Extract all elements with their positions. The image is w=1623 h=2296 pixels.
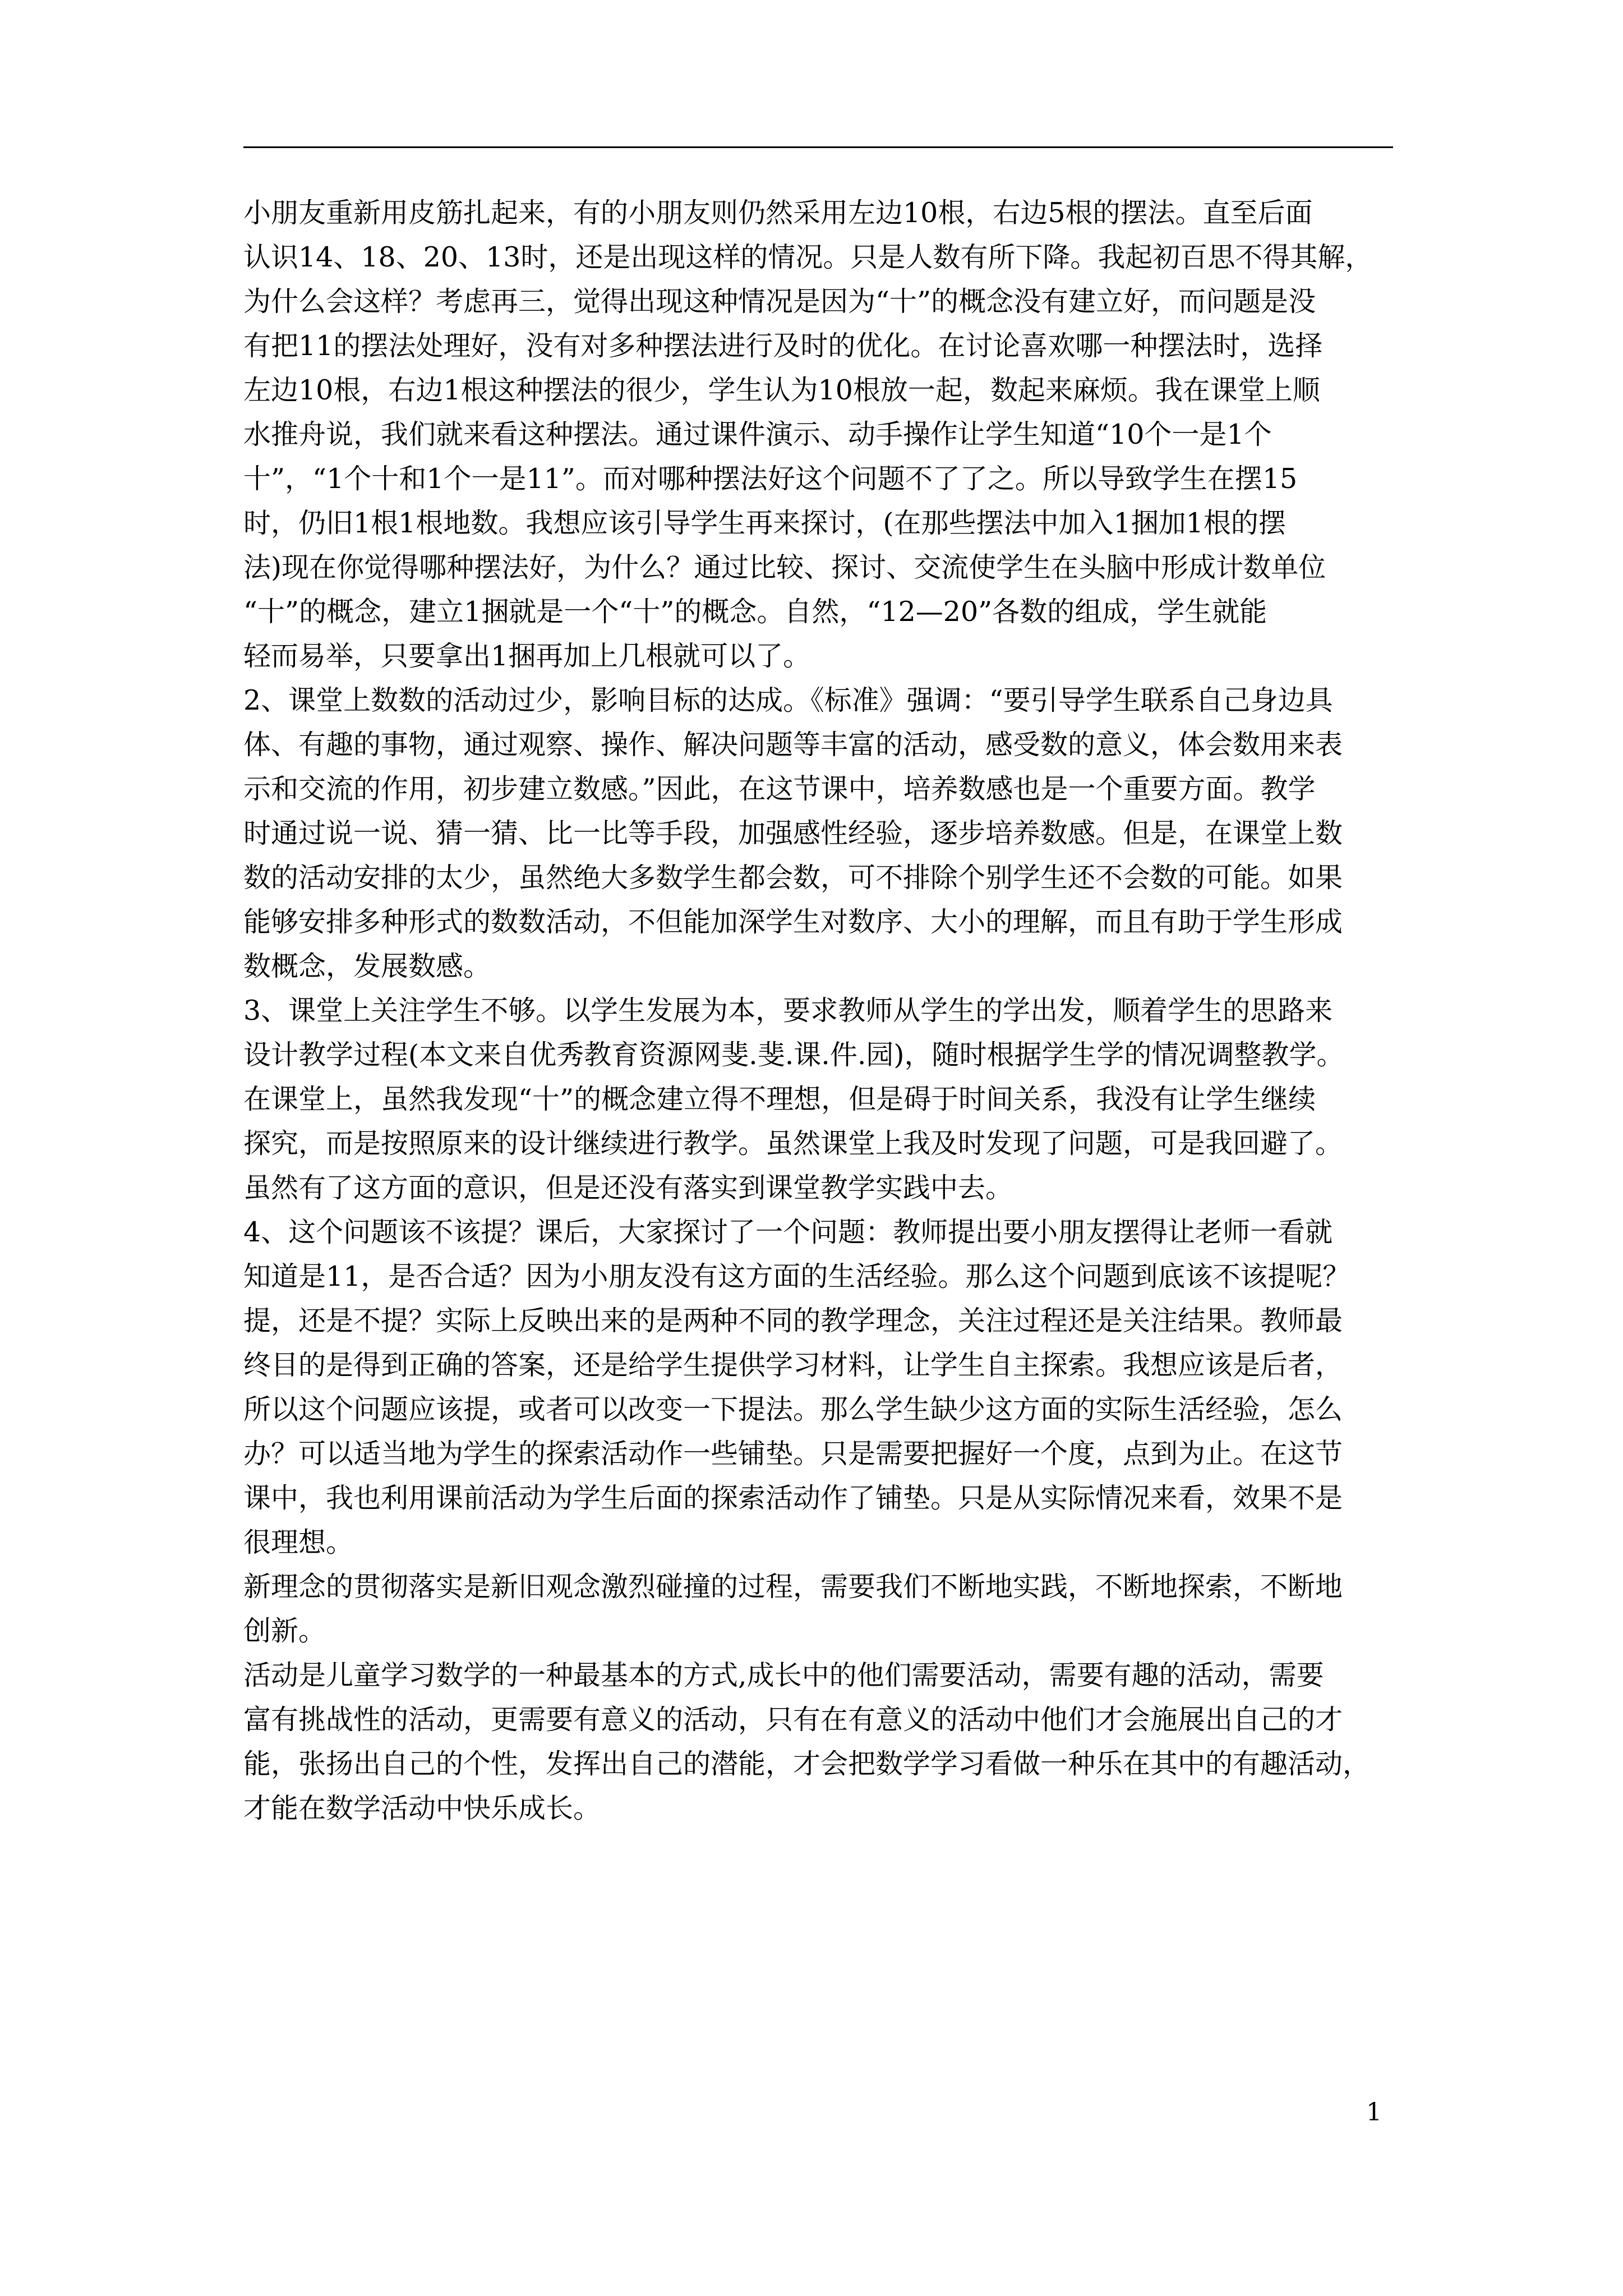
text-line: 认识14、18、20、13时，还是出现这样的情况。只是人数有所下降。我起初百思不得其解， <box>243 241 1373 273</box>
paragraph <box>243 988 1415 1210</box>
text-line: 小朋友重新用皮筋扎起来，有的小朋友则仍然采用左边10根，右边5根的摆法。直至后面 <box>243 197 1313 229</box>
text-line: 为什么会这样？考虑再三，觉得出现这种情况是因为“十”的概念没有建立好，而问题是没 <box>243 286 1316 318</box>
text-line: 体、有趣的事物，通过观察、操作、解决问题等丰富的活动，感受数的意义，体会数用来表 <box>243 729 1343 761</box>
text-line: 课中，我也利用课前活动为学生后面的探索活动作了铺垫。只是从实际情况来看，效果不是 <box>243 1482 1343 1514</box>
text-line: 活动是儿童学习数学的一种最基本的方式,成长中的他们需要活动，需要有趣的活动，需要 <box>243 1659 1324 1691</box>
paragraph <box>243 191 1415 678</box>
paragraph <box>243 678 1415 988</box>
paragraph <box>243 1653 1415 1830</box>
text-line: 4、这个问题该不该提？课后，大家探讨了一个问题：教师提出要小朋友摆得让老师一看就 <box>243 1216 1333 1248</box>
text-line: 轻而易举，只要拿出1捆再加上几根就可以了。 <box>243 640 811 672</box>
text-line: 法)现在你觉得哪种摆法好，为什么？通过比较、探讨、交流使学生在头脑中形成计数单位 <box>243 551 1326 583</box>
text-line: 富有挑战性的活动，更需要有意义的活动，只有在有意义的活动中他们才会施展出自己的才 <box>243 1704 1343 1736</box>
text-line: 时通过说一说、猜一猜、比一比等手段，加强感性经验，逐步培养数感。但是，在课堂上数 <box>243 817 1343 849</box>
text-line: 在课堂上，虽然我发现“十”的概念建立得不理想，但是碍于时间关系，我没有让学生继续 <box>243 1083 1316 1115</box>
text-line: 3、课堂上关注学生不够。以学生发展为本，要求教师从学生的学出发，顺着学生的思路来 <box>243 995 1333 1027</box>
text-line: 示和交流的作用，初步建立数感。”因此，在这节课中，培养数感也是一个重要方面。教学 <box>243 773 1316 805</box>
body-text <box>243 191 1415 1830</box>
text-line: 很理想。 <box>243 1526 354 1558</box>
text-line: 办？可以适当地为学生的探索活动作一些铺垫。只是需要把握好一个度，点到为止。在这节 <box>243 1438 1343 1470</box>
text-line: 数的活动安排的太少，虽然绝大多数学生都会数，可不排除个别学生还不会数的可能。如果 <box>243 862 1343 894</box>
text-line: 设计教学过程(本文来自优秀教育资源网斐.斐.课.件.园)，随时根据学生学的情况调整教学。 <box>243 1039 1344 1071</box>
text-line: 十”，“1个十和1个一是11”。而对哪种摆法好这个问题不了了之。所以导致学生在摆15 <box>243 463 1298 495</box>
text-line: 数概念，发展数感。 <box>243 950 491 982</box>
header-rule <box>243 146 1393 148</box>
text-line: 探究，而是按照原来的设计继续进行教学。虽然课堂上我及时发现了问题，可是我回避了。 <box>243 1128 1343 1159</box>
text-line: “十”的概念，建立1捆就是一个“十”的概念。自然，“12—20”各数的组成，学生就能 <box>243 596 1267 628</box>
paragraph <box>243 1210 1415 1565</box>
text-line: 新理念的贯彻落实是新旧观念激烈碰撞的过程，需要我们不断地实践，不断地探索，不断地 <box>243 1571 1343 1603</box>
text-line: 提，还是不提？实际上反映出来的是两种不同的教学理念，关注过程还是关注结果。教师最 <box>243 1305 1343 1337</box>
text-line: 才能在数学活动中快乐成长。 <box>243 1792 601 1824</box>
text-line: 虽然有了这方面的意识，但是还没有落实到课堂教学实践中去。 <box>243 1172 1013 1204</box>
text-line: 终目的是得到正确的答案，还是给学生提供学习材料，让学生自主探索。我想应该是后者， <box>243 1349 1343 1381</box>
text-line: 有把11的摆法处理好，没有对多种摆法进行及时的优化。在讨论喜欢哪一种摆法时，选择 <box>243 330 1323 362</box>
page-number: 1 <box>1366 2098 1382 2127</box>
text-line: 能够安排多种形式的数数活动，不但能加深学生对数序、大小的理解，而且有助于学生形成 <box>243 906 1343 938</box>
text-line: 时，仍旧1根1根地数。我想应该引导学生再来探讨，(在那些摆法中加入1捆加1根的摆 <box>243 507 1286 539</box>
text-line: 2、课堂上数数的活动过少，影响目标的达成。《标准》强调：“要引导学生联系自己身边具 <box>243 684 1333 716</box>
text-line: 左边10根，右边1根这种摆法的很少，学生认为10根放一起，数起来麻烦。我在课堂上顺 <box>243 374 1320 406</box>
text-line: 水推舟说，我们就来看这种摆法。通过课件演示、动手操作让学生知道“10个一是1个 <box>243 418 1272 450</box>
text-line: 能，张扬出自己的个性，发挥出自己的潜能，才会把数学学习看做一种乐在其中的有趣活动， <box>243 1748 1371 1780</box>
text-line: 创新。 <box>243 1615 326 1647</box>
text-line: 所以这个问题应该提，或者可以改变一下提法。那么学生缺少这方面的实际生活经验，怎么 <box>243 1393 1343 1425</box>
paragraph <box>243 1565 1415 1653</box>
text-line: 知道是11，是否合适？因为小朋友没有这方面的生活经验。那么这个问题到底该不该提呢？ <box>243 1260 1350 1292</box>
